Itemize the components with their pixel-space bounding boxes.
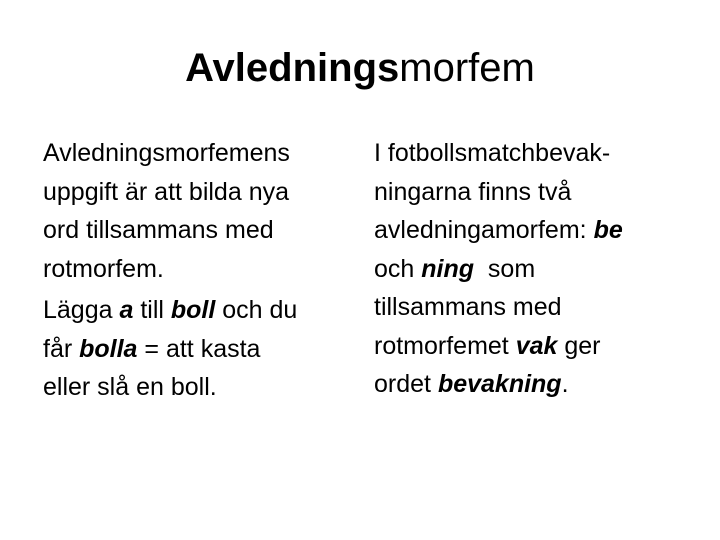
text-segment: ger (557, 331, 601, 360)
right-line: ningarna finns två (374, 177, 572, 206)
right-line (374, 327, 704, 366)
right-line: I fotbollsmatchbevak- (374, 139, 611, 167)
emphasis-text: ning (421, 254, 475, 283)
title-regular-part: morfem (399, 46, 535, 90)
emphasis-text: be (593, 216, 623, 244)
right-column (374, 134, 704, 404)
emphasis-text: boll (170, 296, 216, 324)
title-bold-part: Avlednings (185, 46, 400, 90)
text-segment: Lägga (43, 296, 120, 324)
right-line (374, 250, 704, 289)
right-line (374, 211, 704, 250)
text-segment: = att kasta (137, 334, 261, 363)
text-segment: får (43, 334, 80, 363)
left-line: rotmorfem. (43, 254, 164, 283)
emphasis-text: bevakning (437, 370, 562, 398)
text-segment: och du (215, 296, 298, 324)
text-segment: som (474, 254, 536, 283)
left-line (43, 291, 363, 330)
left-line: eller slå en boll. (43, 373, 217, 401)
left-line: ord tillsammans med (43, 216, 274, 244)
slide-title (0, 44, 720, 92)
right-line (374, 365, 704, 404)
text-segment: rotmorfemet (374, 331, 516, 360)
text-segment: och (374, 254, 422, 283)
right-line: tillsammans med (374, 293, 562, 321)
text-segment: avledningamorfem: (374, 216, 594, 244)
text-segment: ordet (374, 370, 438, 398)
text-segment: . (561, 370, 569, 398)
left-line (43, 330, 363, 369)
left-line: uppgift är att bilda nya (43, 177, 289, 206)
text-segment: till (133, 296, 171, 324)
left-line: Avledningsmorfemens (43, 139, 290, 167)
emphasis-text: a (119, 296, 134, 324)
emphasis-text: bolla (79, 334, 138, 363)
emphasis-text: vak (515, 331, 558, 360)
left-column (43, 134, 363, 407)
